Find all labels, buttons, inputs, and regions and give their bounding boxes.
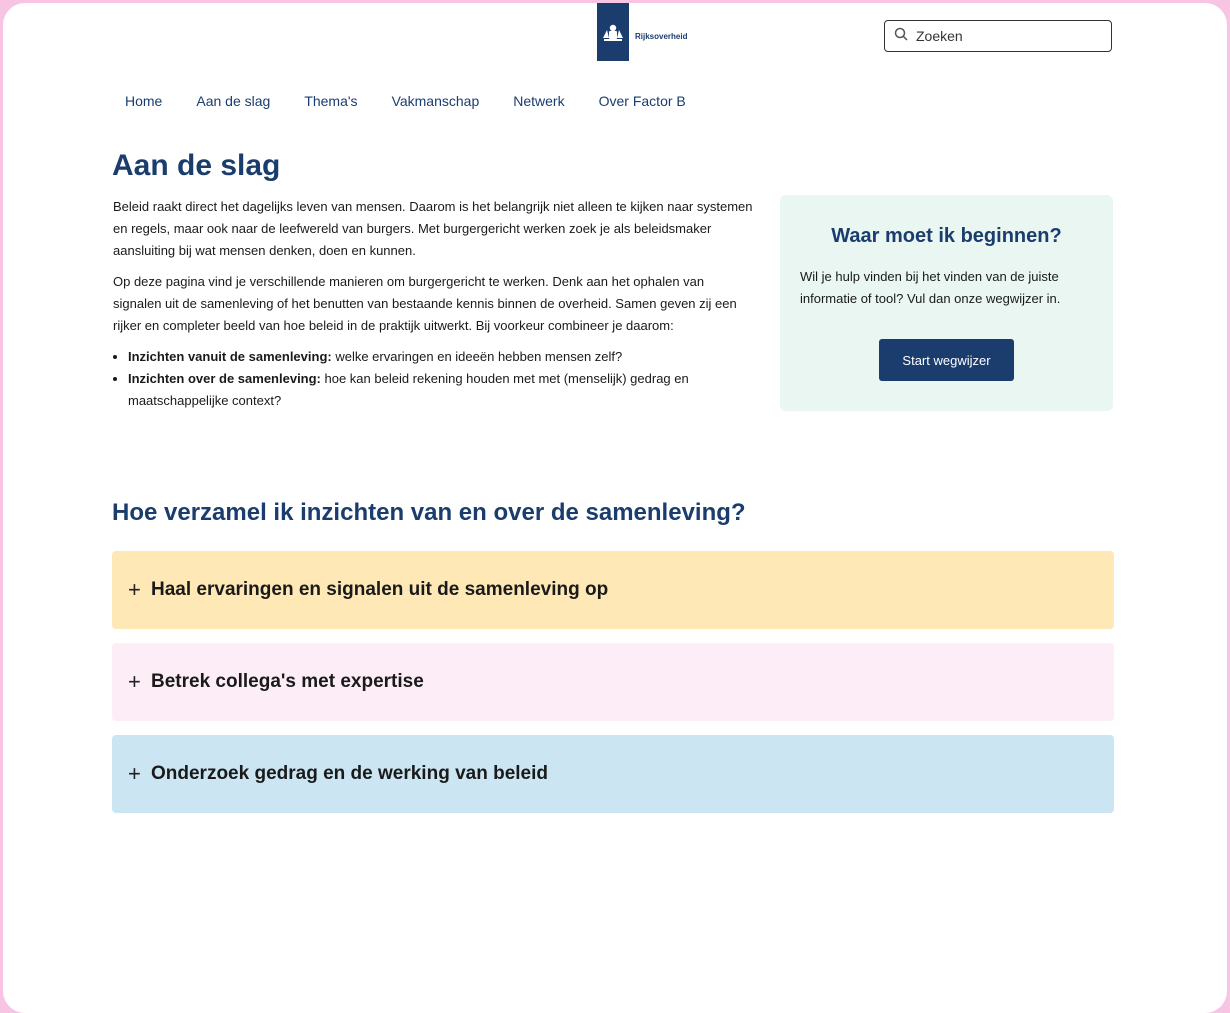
- logo-wordmark: Rijksoverheid: [635, 32, 688, 41]
- start-wegwijzer-button[interactable]: Start wegwijzer: [879, 339, 1014, 381]
- accordion-label: Haal ervaringen en signalen uit de samenleving op: [151, 579, 609, 600]
- accordion-item-gedrag[interactable]: [112, 735, 1114, 813]
- section-title: Hoe verzamel ik inzichten van en over de samenleving?: [112, 499, 746, 526]
- intro-paragraph: Beleid raakt direct het dagelijks leven van mensen. Daarom is het belangrijk niet alleen te kijken naar systemen en regels, maar ook naar de leefwereld van burgers. Met burgergericht werken zoek je als beleidsmaker aansluiting bij wat mensen denken, doen en kunnen.: [113, 199, 753, 258]
- accordion-item-collegas[interactable]: [112, 643, 1114, 721]
- nav-aan-de-slag[interactable]: Aan de slag: [196, 93, 271, 109]
- card-text: Wil je hulp vinden bij het vinden van de juiste informatie of tool? Vul dan onze wegwijzer in.: [800, 269, 1061, 306]
- nav-vakmanschap[interactable]: Vakmanschap: [391, 93, 480, 109]
- search-box[interactable]: [884, 20, 1112, 52]
- list-item-term: Inzichten vanuit de samenleving:: [128, 349, 332, 364]
- list-item-term: Inzichten over de samenleving:: [128, 371, 321, 386]
- insight-list: [113, 346, 753, 412]
- search-icon: [894, 27, 908, 46]
- wegwijzer-card: [780, 195, 1113, 411]
- intro-paragraph: Op deze pagina vind je verschillende manieren om burgergericht te werken. Denk aan het ophalen van signalen uit de samenleving of het benutten van bestaande kennis binnen de overheid. Samen geven zij een rijker en completer beeld van hoe beleid in de praktijk uitwerkt. Bij voorkeur combineer je daarom:: [113, 274, 737, 333]
- page-title: Aan de slag: [112, 149, 281, 182]
- rijksoverheid-logo[interactable]: [597, 3, 687, 64]
- page-frame: [3, 3, 1227, 1013]
- accordion-label: Onderzoek gedrag en de werking van beleid: [151, 763, 548, 784]
- accordion-label: Betrek collega's met expertise: [151, 671, 424, 692]
- accordion-item-signalen[interactable]: [112, 551, 1114, 629]
- nav-themas[interactable]: Thema's: [304, 93, 358, 109]
- main-nav: [125, 93, 720, 109]
- nav-netwerk[interactable]: Netwerk: [513, 93, 565, 109]
- list-item: [128, 368, 753, 412]
- nav-home[interactable]: Home: [125, 93, 163, 109]
- plus-icon: +: [128, 577, 141, 602]
- nav-over-factor-b[interactable]: Over Factor B: [598, 93, 686, 109]
- list-item-text: welke ervaringen en ideeën hebben mensen zelf?: [331, 349, 623, 364]
- plus-icon: +: [128, 669, 141, 694]
- card-title: Waar moet ik beginnen?: [831, 225, 1062, 247]
- list-item: [128, 346, 753, 368]
- plus-icon: +: [128, 761, 141, 786]
- intro-text: [113, 196, 753, 412]
- search-input[interactable]: [914, 27, 1098, 45]
- list-item-text: hoe kan beleid rekening houden met met (menselijk) gedrag en maatschappelijke context?: [128, 371, 689, 408]
- coat-of-arms-icon: [597, 3, 629, 61]
